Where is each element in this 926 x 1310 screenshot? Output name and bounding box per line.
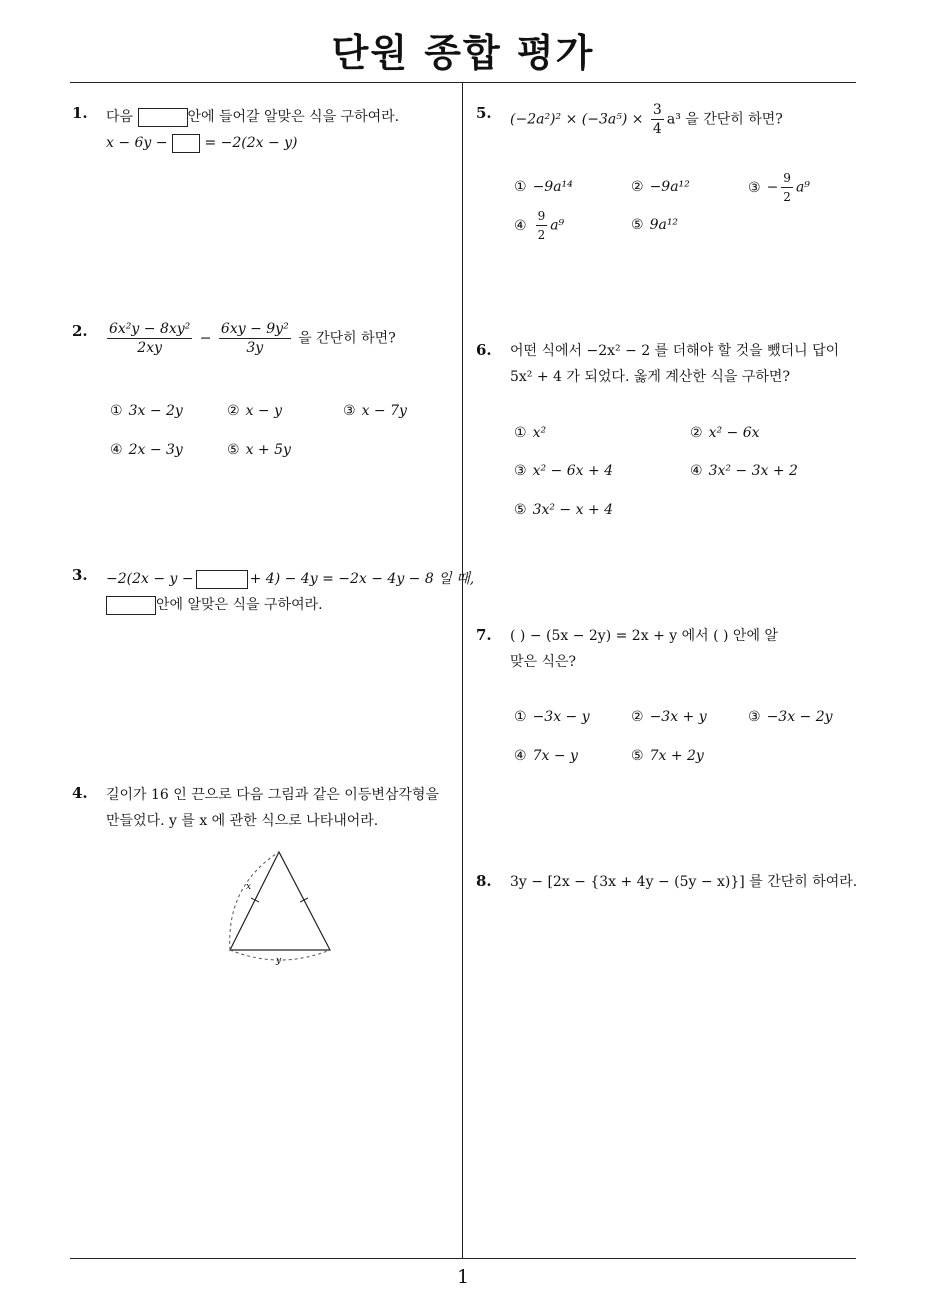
option-2: ② x − y (227, 403, 282, 419)
option-1: ① −9a¹⁴ (514, 179, 573, 195)
expression: a³ 을 간단히 하면? (666, 111, 783, 128)
answer-blank (138, 108, 188, 127)
page-title: 단원 종합 평가 (331, 31, 595, 75)
question-text: 안에 알맞은 식을 구하여라. (156, 597, 323, 613)
question-text: 5x² + 4 가 되었다. 옳게 계산한 식을 구하면? (510, 369, 790, 385)
fraction-numerator: 6xy − 9y² (220, 321, 289, 337)
question-text: ( ) − (5x − 2y) = 2x + y 에서 ( ) 안에 알 (510, 628, 778, 644)
fraction-numerator: 3 (652, 102, 662, 118)
option-4: ④ 7x − y (514, 748, 578, 764)
question-text: 안에 들어갈 알맞은 식을 구하여라. (187, 109, 400, 125)
top-rule (70, 82, 856, 83)
question-number: 2. (72, 322, 88, 340)
label-y: y (276, 956, 282, 966)
question-text: 만들었다. y 를 x 에 관한 식으로 나타내어라. (106, 813, 379, 829)
label-x: x (246, 882, 252, 892)
option-1: ① −3x − y (514, 709, 590, 725)
question-number: 4. (72, 784, 88, 802)
option-5: ⑤ 7x + 2y (631, 748, 704, 764)
question-text: 길이가 16 인 끈으로 다음 그림과 같은 이등변삼각형을 (106, 787, 439, 803)
question-number: 6. (476, 341, 492, 359)
option-4: ④ 3x² − 3x + 2 (690, 463, 798, 479)
minus-sign: − (199, 330, 212, 347)
question-number: 1. (72, 104, 88, 122)
option-2: ② −3x + y (631, 709, 707, 725)
option-3: ③ x² − 6x + 4 (514, 463, 614, 479)
isosceles-triangle-figure (222, 846, 342, 968)
page-number: 1 (456, 1266, 470, 1288)
option-2: ② x² − 6x (690, 425, 760, 441)
question-text: 다음 (106, 109, 134, 125)
question-text: 3y − [2x − {3x + 4y − (5y − x)}] 를 간단히 하여라. (510, 874, 858, 890)
option-1: ① 3x − 2y (110, 403, 183, 419)
bottom-rule (70, 1258, 856, 1259)
option-4: ④ $\frac{9}{2}$ a⁹ (514, 209, 565, 242)
question-text: 을 간단히 하면? (298, 330, 396, 347)
option-5: ⑤ x + 5y (227, 442, 291, 458)
column-divider (462, 83, 463, 1258)
fraction-numerator: 6x²y − 8xy² (109, 321, 191, 337)
option-2: ② −9a¹² (631, 179, 690, 195)
equation-part: + 4) − 4y = −2x − 4y − 8 일 때, (249, 571, 475, 587)
question-number: 5. (476, 104, 492, 122)
equation-right: = −2(2x − y) (204, 135, 298, 151)
option-3: ③ −3x − 2y (748, 709, 833, 725)
equation-left: x − 6y − (106, 135, 168, 151)
option-3: ③ − $\frac{9}{2}$ a⁹ (748, 171, 810, 204)
question-text: 어떤 식에서 −2x² − 2 를 더해야 할 것을 뺐더니 답이 (510, 343, 840, 359)
tick-mark (251, 898, 259, 902)
option-4: ④ 2x − 3y (110, 442, 183, 458)
answer-blank (196, 570, 248, 589)
option-3: ③ x − 7y (343, 403, 407, 419)
option-5: ⑤ 3x² − x + 4 (514, 502, 614, 518)
question-number: 8. (476, 872, 492, 890)
question-number: 7. (476, 626, 492, 644)
equation-part: −2(2x − y − (106, 571, 194, 587)
fraction-denominator: 3y (246, 340, 264, 356)
option-1: ① x² (514, 425, 547, 441)
fraction-denominator: 4 (652, 121, 662, 137)
answer-blank (106, 596, 156, 615)
triangle (230, 852, 330, 950)
question-number: 3. (72, 566, 88, 584)
option-5: ⑤ 9a¹² (631, 217, 679, 233)
tick-mark (300, 898, 308, 902)
answer-blank (172, 134, 200, 153)
expression: (−2a²)² × (−3a⁵) × (510, 111, 644, 128)
question-text: 맞은 식은? (510, 654, 577, 670)
fraction-denominator: 2xy (137, 340, 162, 356)
